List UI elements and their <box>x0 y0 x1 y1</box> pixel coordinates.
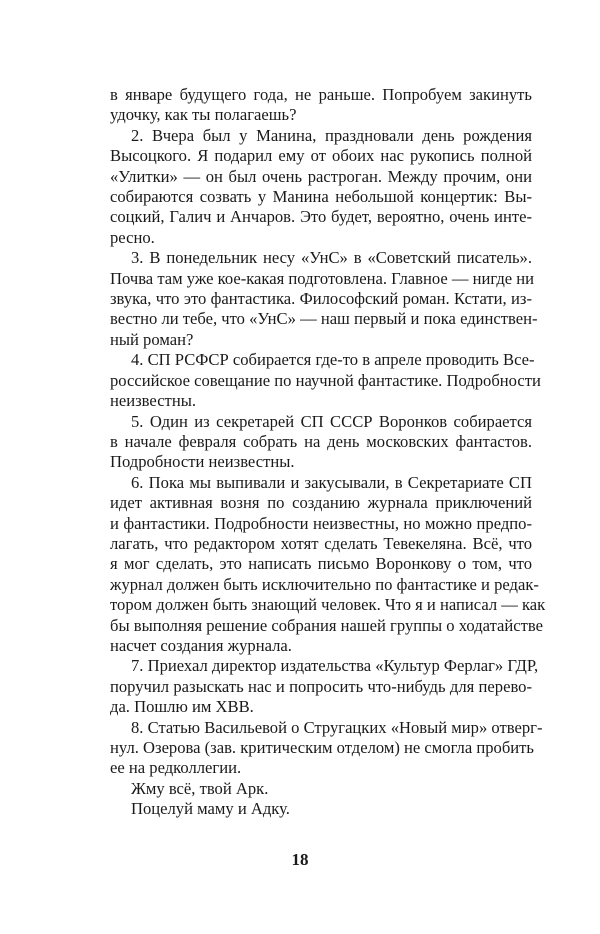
text-line: и фантастики. Подробности неизвестны, но можно предпо- <box>110 513 532 533</box>
paragraph <box>89 126 532 248</box>
text-line: Поцелуй маму и Адку. <box>131 799 290 819</box>
text-line: собираются созвать у Манина небольшой концертик: Вы- <box>110 187 532 207</box>
text-line: идет активная возня по созданию журнала приключений <box>110 493 532 513</box>
text-line: ный роман? <box>110 329 194 349</box>
text-line: насчет создания журнала. <box>110 635 292 655</box>
text-line: в начале февраля собрать на день московских фантастов. <box>110 431 532 451</box>
text-line: 2. Вчера был у Манина, праздновали день рождения <box>131 125 532 145</box>
text-line: звука, что это фантастика. Философский роман. Кстати, из- <box>110 289 532 309</box>
text-line: поручил разыскать нас и попросить что-нибудь для перево- <box>110 676 532 696</box>
text-line: Жму всё, твой Арк. <box>131 778 269 798</box>
paragraph <box>89 799 532 819</box>
text-line: бы выполняя решение собрания нашей группы о ходатайстве <box>110 615 544 635</box>
text-line: Почва там уже кое-какая подготовлена. Главное — нигде ни <box>110 268 535 288</box>
text-line: удочку, как ты полагаешь? <box>110 105 297 125</box>
text-line: ресно. <box>110 227 155 247</box>
page-body <box>89 85 546 820</box>
text-line: неизвестны. <box>110 391 196 411</box>
paragraph <box>89 85 532 126</box>
text-line: соцкий, Галич и Анчаров. Это будет, вероятно, очень инте- <box>110 207 532 227</box>
text-line: 4. СП РСФСР собирается где-то в апреле проводить Все- <box>131 350 535 370</box>
text-line: 8. Статью Васильевой о Стругацких «Новый мир» отверг- <box>131 717 543 737</box>
text-line: 7. Приехал директор издательства «Культур Ферлаг» ГДР, <box>131 656 539 676</box>
text-line: лагать, что редактором хотят сделать Тевекеляна. Всё, что <box>110 533 532 553</box>
text-line: да. Пошлю им ХВВ. <box>110 697 254 717</box>
paragraph <box>89 656 539 717</box>
text-line: Подробности неизвестны. <box>110 452 295 472</box>
paragraph <box>89 350 541 411</box>
text-line: «Улитки» — он был очень растроган. Между прочим, они <box>110 166 532 186</box>
page-number: 18 <box>291 850 309 869</box>
text-line: в январе будущего года, не раньше. Попробуем закинуть <box>110 85 532 104</box>
paragraph <box>89 717 543 779</box>
text-line: 5. Один из секретарей СП СССР Воронков собирается <box>131 411 532 431</box>
text-line: ее на редколлегии. <box>110 758 242 778</box>
paragraph <box>89 412 532 473</box>
paragraph <box>89 779 532 799</box>
text-line: вестно ли тебе, что «УнС» — наш первый и пока единствен- <box>110 309 538 329</box>
text-line: Высоцкого. Я подарил ему от обоих нас рукопись полной <box>110 146 532 166</box>
text-line: я мог сделать, это написать письмо Воронкову о том, что <box>110 554 532 574</box>
paragraph <box>89 472 546 657</box>
text-line: тором должен быть знающий человек. Что я и написал — как <box>110 595 546 615</box>
text-line: российское совещание по научной фантастике. Подробности <box>110 370 541 390</box>
text-line: 6. Пока мы выпивали и закусывали, в Секретариате СП <box>131 472 532 492</box>
text-line: журнал должен быть исключительно по фантастике и редак- <box>110 574 539 594</box>
paragraph <box>89 248 538 350</box>
text-line: 3. В понедельник несу «УнС» в «Советский писатель». <box>131 248 532 268</box>
text-line: нул. Озерова (зав. критическим отделом) не смогла пробить <box>110 738 534 757</box>
